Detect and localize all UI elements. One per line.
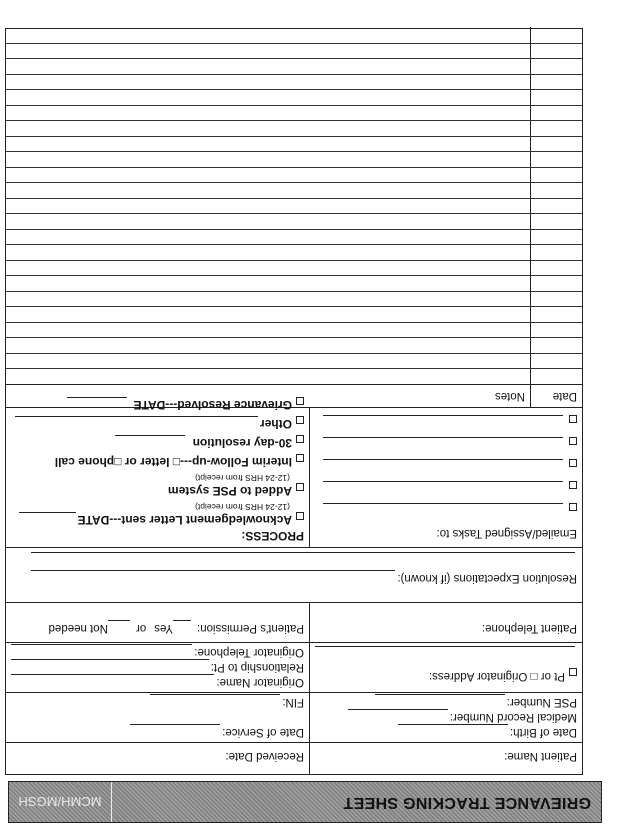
- date-cell[interactable]: [530, 339, 582, 354]
- table-row[interactable]: [6, 229, 582, 245]
- relationship-field[interactable]: [11, 659, 209, 671]
- table-row[interactable]: [6, 322, 582, 338]
- date-cell[interactable]: [530, 184, 582, 199]
- patient-name-label: Patient Name:: [504, 750, 577, 762]
- pt-checkbox[interactable]: [569, 668, 577, 676]
- table-row[interactable]: [6, 152, 582, 168]
- task-field[interactable]: [323, 503, 563, 515]
- tasks-label: Emailed/Assigned Tasks to:: [436, 527, 577, 539]
- date-cell[interactable]: [530, 122, 582, 137]
- date-cell[interactable]: [530, 60, 582, 75]
- relationship-label: Relationship to Pt:: [210, 661, 304, 673]
- table-row[interactable]: [6, 338, 582, 354]
- table-row[interactable]: [6, 105, 582, 121]
- process-cell: [6, 398, 309, 547]
- resolution-field-2[interactable]: [31, 552, 575, 564]
- task-checkbox[interactable]: [569, 503, 577, 511]
- thirty-day-label: 30-day resolution: [192, 436, 292, 450]
- task-checkbox[interactable]: [569, 481, 577, 489]
- address-field[interactable]: [315, 646, 575, 658]
- table-row[interactable]: [6, 28, 582, 44]
- task-checkbox[interactable]: [569, 415, 577, 423]
- other-checkbox[interactable]: [296, 416, 304, 424]
- form-body: [5, 28, 583, 775]
- originator-telephone-field[interactable]: [11, 644, 192, 656]
- task-checkbox[interactable]: [569, 437, 577, 445]
- originator-name-label: Originator Name:: [216, 676, 304, 688]
- form-title: GRIEVANCE TRACKING SHEET: [343, 794, 591, 811]
- task-field[interactable]: [323, 481, 563, 493]
- date-of-service-label: Date of Service:: [222, 726, 304, 738]
- received-date-cell: [6, 743, 309, 774]
- received-date-field[interactable]: [11, 748, 223, 759]
- table-row[interactable]: [6, 214, 582, 230]
- date-cell[interactable]: [530, 137, 582, 152]
- permission-or: or: [135, 622, 147, 634]
- service-cell: [6, 693, 309, 742]
- site-code: MCMH/MGSH: [9, 782, 112, 822]
- pse-number-field[interactable]: [375, 694, 505, 706]
- task-line: [315, 437, 577, 459]
- table-row[interactable]: [6, 74, 582, 90]
- table-row[interactable]: [6, 43, 582, 59]
- pse-system-checkbox[interactable]: [296, 483, 304, 491]
- tasks-cell: [309, 408, 582, 547]
- ack-letter-checkbox[interactable]: [296, 512, 304, 520]
- identifiers-cell: [309, 693, 582, 742]
- permission-not-needed: Not needed: [48, 622, 108, 634]
- permission-yes: Yes: [154, 622, 173, 634]
- notes-column-header: Notes: [494, 390, 525, 402]
- permission-cell: [6, 603, 309, 642]
- originator-name-field[interactable]: [11, 674, 214, 686]
- permission-not-needed-field[interactable]: [108, 620, 130, 632]
- address-label: Pt or □ Originator Address:: [428, 670, 565, 682]
- pse-system-note: (12-24 HRS from receipt): [195, 473, 290, 483]
- task-line: [315, 503, 577, 525]
- originator-cell: [6, 643, 309, 692]
- interim-followup-label: Interim Follow-up---□ letter or □phone call: [54, 455, 292, 469]
- notes-table-body: [6, 29, 582, 384]
- date-cell[interactable]: [530, 230, 582, 245]
- task-field[interactable]: [323, 459, 563, 471]
- date-cell[interactable]: [530, 106, 582, 121]
- interim-followup-checkbox[interactable]: [296, 454, 304, 462]
- table-row[interactable]: [6, 136, 582, 152]
- table-row[interactable]: [6, 167, 582, 183]
- row-originator: [6, 642, 582, 692]
- date-cell[interactable]: [530, 215, 582, 230]
- task-field[interactable]: [323, 415, 563, 427]
- ack-letter-note: (12-24 HRS from receipt): [195, 502, 290, 512]
- task-line: [315, 481, 577, 503]
- resolution-field-1[interactable]: [31, 570, 395, 582]
- date-cell[interactable]: [530, 75, 582, 90]
- patient-telephone-label: Patient Telephone:: [481, 622, 577, 634]
- date-cell[interactable]: [530, 308, 582, 323]
- row-tasks-process: [6, 398, 582, 547]
- ack-letter-label: Acknowledgement Letter sent---DATE: [77, 513, 292, 527]
- process-label: PROCESS:: [241, 529, 304, 543]
- fin-field[interactable]: [150, 694, 280, 706]
- table-row[interactable]: [6, 121, 582, 137]
- pse-system-label: Added to PSE system: [167, 484, 292, 498]
- thirty-day-checkbox[interactable]: [296, 435, 304, 443]
- row-identifiers: [6, 692, 582, 742]
- other-label: Other: [259, 417, 292, 431]
- address-cell: [309, 643, 582, 692]
- table-row[interactable]: [6, 291, 582, 307]
- table-row[interactable]: [6, 183, 582, 199]
- patient-name-field[interactable]: [315, 748, 502, 759]
- permission-label: Patient's Permission:: [196, 622, 304, 634]
- date-cell[interactable]: [530, 44, 582, 59]
- table-row[interactable]: [6, 369, 582, 385]
- date-of-service-field[interactable]: [130, 724, 220, 736]
- other-field[interactable]: [15, 416, 258, 428]
- date-cell[interactable]: [530, 261, 582, 276]
- date-cell[interactable]: [530, 277, 582, 292]
- patient-name-cell: [309, 743, 582, 774]
- originator-telephone-label: Originator Telephone:: [194, 646, 304, 658]
- date-cell[interactable]: [530, 28, 582, 44]
- row-name-received: [6, 742, 582, 774]
- mrn-field[interactable]: [348, 709, 448, 721]
- table-row[interactable]: [6, 245, 582, 261]
- task-field[interactable]: [323, 437, 563, 449]
- received-date-label: Received Date:: [225, 750, 304, 762]
- table-row[interactable]: [6, 59, 582, 75]
- date-column-header: Date: [530, 385, 582, 407]
- row-telephone-permission: [6, 602, 582, 642]
- table-row[interactable]: [6, 260, 582, 276]
- table-row[interactable]: [6, 276, 582, 292]
- thirty-day-field[interactable]: [115, 435, 185, 447]
- task-line: [315, 415, 577, 437]
- mrn-label: Medical Record Number:: [449, 711, 577, 723]
- resolved-label: Grievance Resolved---DATE: [133, 398, 292, 412]
- date-cell[interactable]: [530, 246, 582, 261]
- table-row[interactable]: [6, 198, 582, 214]
- date-cell[interactable]: [530, 199, 582, 214]
- date-cell[interactable]: [530, 370, 582, 385]
- date-cell[interactable]: [530, 323, 582, 338]
- notes-table-header: [6, 384, 582, 407]
- permission-yes-field[interactable]: [173, 620, 191, 632]
- task-line: [315, 459, 577, 481]
- resolution-cell: [6, 548, 582, 602]
- pse-number-label: PSE Number:: [506, 696, 577, 708]
- date-cell[interactable]: [530, 153, 582, 168]
- patient-telephone-cell: [309, 603, 582, 642]
- table-row[interactable]: [6, 307, 582, 323]
- table-row[interactable]: [6, 90, 582, 106]
- dob-field[interactable]: [398, 724, 508, 736]
- date-cell[interactable]: [530, 91, 582, 106]
- table-row[interactable]: [6, 353, 582, 369]
- task-checkbox[interactable]: [569, 459, 577, 467]
- dob-label: Date of Birth:: [509, 726, 577, 738]
- ack-letter-date-field[interactable]: [19, 512, 76, 524]
- date-cell[interactable]: [530, 292, 582, 307]
- row-resolution: [6, 547, 582, 602]
- resolution-label: Resolution Expectations (if known):: [397, 572, 577, 584]
- date-cell[interactable]: [530, 354, 582, 369]
- header-band: [8, 781, 602, 823]
- fin-label: FIN:: [282, 696, 304, 708]
- date-cell[interactable]: [530, 168, 582, 183]
